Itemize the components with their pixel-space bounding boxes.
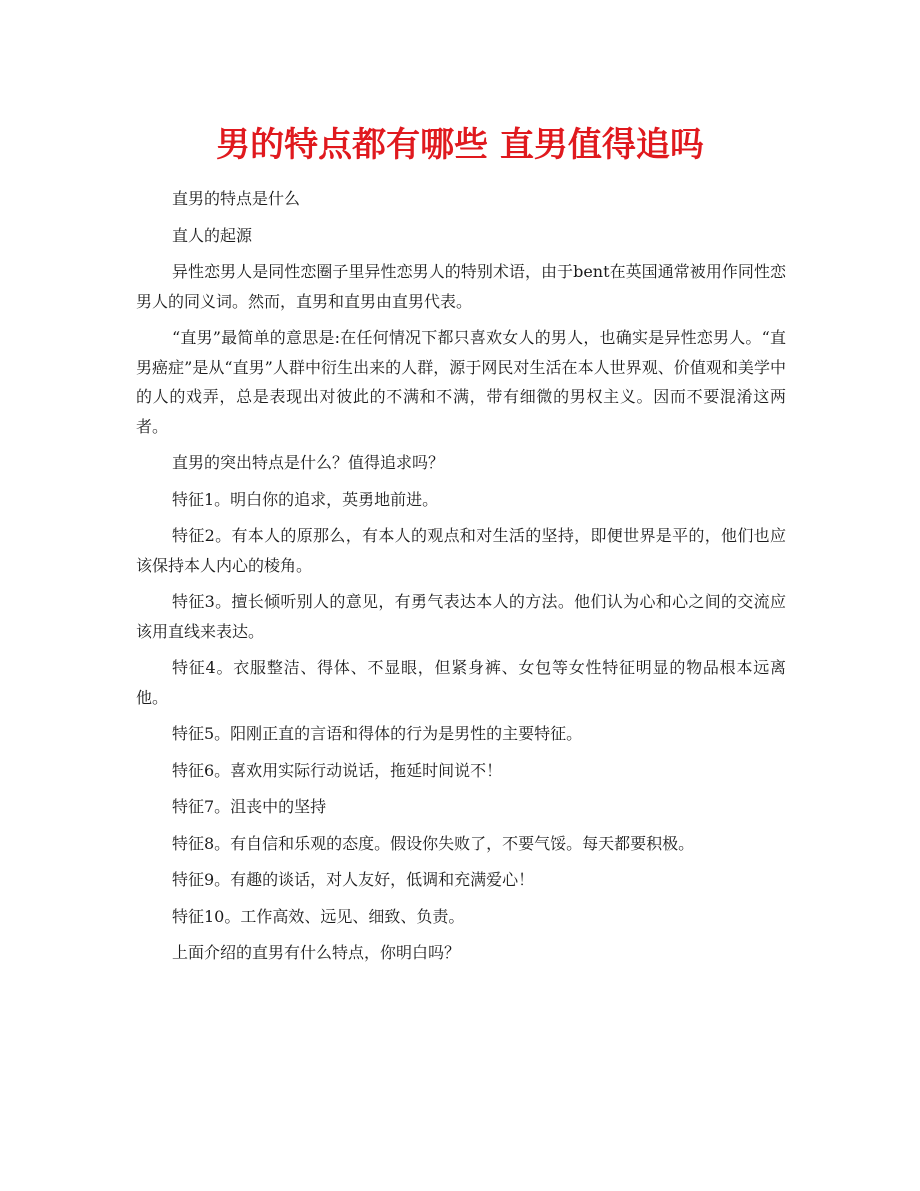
paragraph-trait-4: 特征4。衣服整洁、得体、不显眼，但紧身裤、女包等女性特征明显的物品根本远离他。 — [136, 658, 786, 707]
paragraph-origin-text: 异性恋男人是同性恋圈子里异性恋男人的特别术语，由于bent在英国通常被用作同性恋男人的同义词。然而，直男和直男由直男代表。 — [136, 262, 786, 311]
paragraph-heading-origin: 直人的起源 — [172, 225, 253, 245]
paragraph-question: 直男的突出特点是什么？值得追求吗？ — [172, 453, 445, 472]
paragraph-trait-9: 特征9。有趣的谈话，对人友好，低调和充满爱心！ — [172, 870, 535, 889]
paragraph-trait-6: 特征6。喜欢用实际行动说话，拖延时间说不！ — [172, 760, 503, 780]
paragraph-heading-traits: 直男的特点是什么 — [172, 189, 301, 208]
paragraph-trait-3: 特征3。擅长倾听别人的意见，有勇气表达本人的方法。他们认为心和心之间的交流应该用直线来表达。 — [136, 592, 786, 641]
paragraph-trait-1: 特征1。明白你的追求，英勇地前进。 — [172, 489, 439, 509]
paragraph-trait-8: 特征8。有自信和乐观的态度。假设你失败了，不要气馁。每天都要积极。 — [172, 833, 695, 853]
paragraph-trait-2: 特征2。有本人的原那么，有本人的观点和对生活的坚持，即便世界是平的，他们也应该保持本人内心的棱角。 — [136, 526, 786, 575]
paragraph-definition: “直男”最简单的意思是:在任何情况下都只喜欢女人的男人，也确实是异性恋男人。“直男癌症”是从“直男”人群中衍生出来的人群，源于网民对生活在本人世界观、价值观和美学中的人的戏弄，总是表现出对彼此的不满和不满，带有细微的男权主义。因而不要混淆这两者。 — [136, 328, 786, 436]
document-title: 男的特点都有哪些 直男值得追吗 — [216, 125, 704, 165]
paragraph-closing: 上面介绍的直男有什么特点，你明白吗？ — [172, 943, 461, 962]
paragraph-trait-10: 特征10。工作高效、远见、细致、负责。 — [172, 906, 465, 926]
paragraph-trait-7: 特征7。沮丧中的坚持 — [172, 797, 327, 816]
document-body — [136, 184, 786, 975]
paragraph-trait-5: 特征5。阳刚正直的言语和得体的行为是男性的主要特征。 — [172, 724, 583, 743]
